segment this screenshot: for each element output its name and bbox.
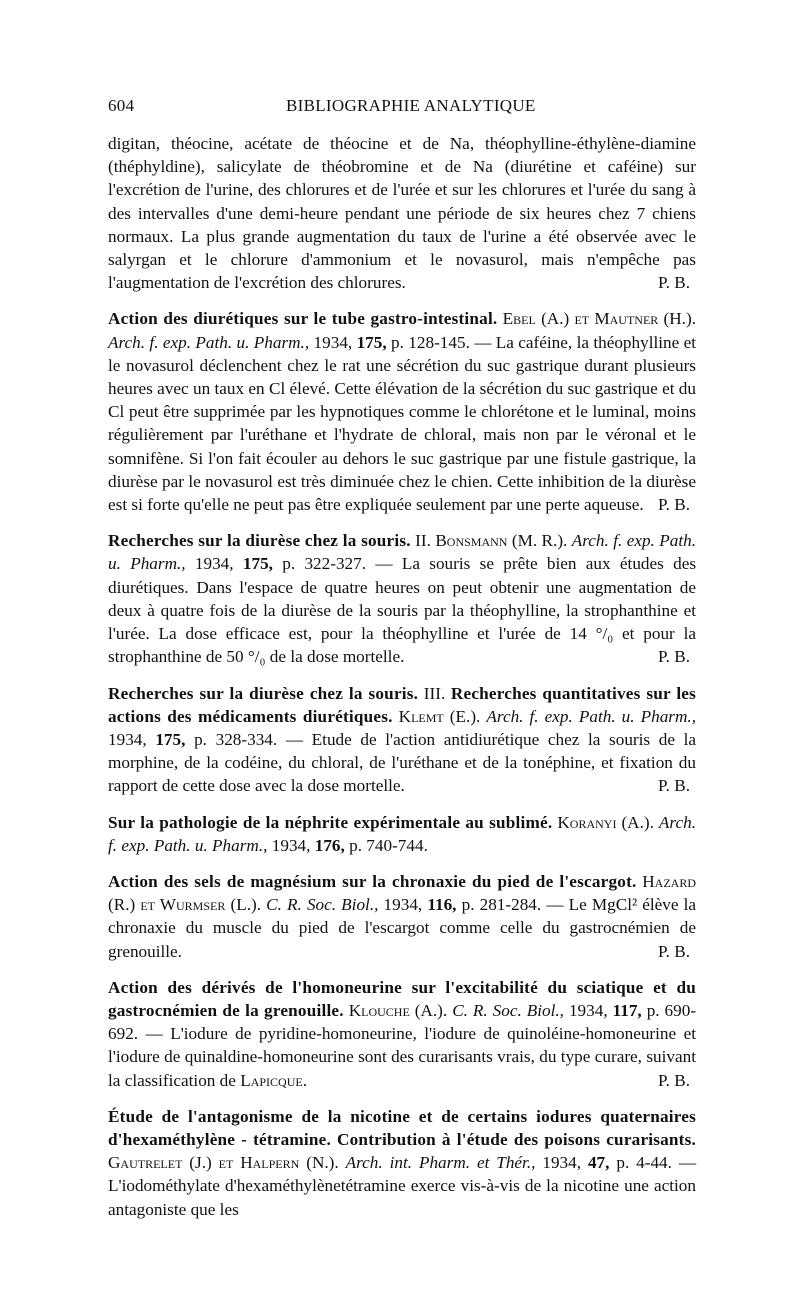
page-number: 604 [108, 96, 135, 115]
entry-title: Recherches sur la diurèse chez la souris. [108, 531, 411, 551]
entry-body: — Le MgCl² élève la chronaxie du muscle du pied de l'escargot comme celle du gastrocnémien de grenouille. [108, 895, 697, 961]
entry-journal: C. R. Soc. Biol., [266, 895, 379, 915]
entry-year: 1934, [108, 729, 147, 749]
entry-year: 1934, [313, 332, 353, 352]
entry-signature: P. B. [657, 647, 690, 667]
entry-title-rest: II. [415, 531, 431, 551]
entry-journal: Arch. f. exp. Path. u. Pharm., [108, 332, 310, 352]
entry-body: — La caféine, la théophylline et le novasurol déclenchent chez le rat une sécrétion du suc gastrique durant plusieurs heures avec un taux en Cl élevé. Cette élévation de la sécrétion du suc gastrique et du Cl peut être supprimée par les hypnotiques comme le chlorétone et le luminal, moins régulièrement par l'uréthane et l'hydrate de chloral, mais non par le véronal et le somnifène. Si l'on fait écouler au dehors le suc gastrique par une fistule gastrique, la diurèse par le novasurol est très diminuée chez le chien. Cette inhibition de la diurèse est si forte qu'elle ne peut pas être expliquée seulement par une perte aqueuse. [108, 332, 697, 515]
entry-pages: p. 128-145. [391, 332, 470, 352]
entry-magnesium-chronaxie [108, 870, 696, 963]
entry-signature: P. B. [657, 273, 690, 293]
entry-body-author: Lapicque. [240, 1070, 308, 1090]
bibliography-text [108, 132, 696, 1221]
entry-journal: Arch. f. exp. Path. u. Pharm., [108, 812, 696, 855]
entry-volume: 175, [155, 729, 186, 749]
entry-body: — L'iodométhylate d'hexaméthylènetétramine exerce vis-à-vis de la nicotine une action antagoniste que les [108, 1153, 697, 1219]
entry-volume: 175, [356, 332, 387, 352]
running-title: BIBLIOGRAPHIE ANALYTIQUE [286, 96, 536, 115]
entry-title: Action des sels de magnésium sur la chronaxie du pied de l'escargot. [108, 871, 637, 891]
entry-authors: Ebel (A.) et Mautner (H.). [502, 309, 696, 329]
entry-journal: Arch. f. exp. Path. u. Pharm., [486, 706, 696, 726]
entry-journal: Arch. int. Pharm. et Thér., [345, 1153, 536, 1173]
entry-year: 1934, [542, 1153, 582, 1173]
entry-signature: P. B. [657, 1070, 690, 1090]
entry-authors: Koranyi (A.). [557, 812, 654, 832]
entry-signature: P. B. [657, 776, 690, 796]
entry-title-rest: III. [423, 683, 446, 703]
entry-journal: Arch. f. exp. Path. u. Pharm., [108, 531, 697, 574]
entry-authors: Bonsmann (M. R.). [435, 531, 568, 551]
entry-pages: p. 322-327. [282, 554, 367, 574]
entry-volume: 47, [587, 1153, 610, 1173]
entry-volume: 117, [612, 1000, 642, 1020]
entry-body: — Etude de l'action antidiurétique chez la souris de la morphine, de la codéine, du chloral, de l'uréthane et de la tonéphine, et fixation du rapport de cette dose avec la dose mortelle. [108, 729, 697, 796]
entry-pages: p. 690-692. [108, 1000, 697, 1044]
entry-journal: C. R. Soc. Biol., [452, 1000, 564, 1020]
entry-signature: P. B. [657, 495, 690, 515]
entry-volume: 116, [427, 895, 457, 915]
entry-signature: P. B. [657, 941, 690, 961]
entry-nephrite-sublime [108, 811, 696, 857]
entry-diurese-souris-3 [108, 682, 696, 798]
entry-year: 1934, [194, 554, 234, 574]
entry-authors: Klemt (E.). [398, 706, 481, 726]
entry-nicotine-antagonisme [108, 1105, 696, 1221]
entry-homoneurine [108, 976, 696, 1092]
entry-title: Action des dérivés de l'homoneurine sur l'excitabilité du sciatique et du gastrocnémien de la grenouille. [108, 977, 696, 1020]
entry-title: Recherches sur la diurèse chez la souris. [108, 683, 419, 703]
entry-volume: 176, [314, 835, 345, 855]
entry-pages: p. 4-44. [616, 1153, 672, 1173]
entry-pages: p. 740-744. [349, 835, 428, 855]
entry-pages: p. 328-334. [194, 729, 278, 749]
entry-title-2: Recherches quantitatives sur les actions des médicaments diurétiques. [108, 683, 697, 726]
entry-pages: p. 281-284. [461, 895, 542, 915]
entry-body: digitan, théocine, acétate de théocine et de Na, théophylline-éthylène-diamine (théphyldine), salicylate de théobromine et de Na (diurétine et caféine) sur l'excrétion de l'urine, des chlorures et de l'urée et sur les chlorures et l'urée du sang à des intervalles d'une demi-heure pendant une période de six heures chez 7 chiens normaux. La plus grande augmentation du taux de l'urine a été observée avec le salyrgan et le chlorure d'ammonium et le novasurol, mais n'empêche pas l'augmentation de l'excrétion des chlorures. [108, 134, 696, 293]
entry-authors: Gautrelet (J.) et Halpern (N.). [108, 1153, 339, 1173]
entry-body: — La souris se prête bien aux études des diurétiques. Dans l'espace de quatre heures on peut obtenir une augmentation de deux à quatre fois de la diurèse de la souris par la théophylline, la strophanthine et l'urée. La dose efficace est, pour la théophylline et l'urée de 14 °/₀ et pour la strophanthine de 50 °/₀ de la dose mortelle. [108, 554, 697, 667]
entry-title: Action des diurétiques sur le tube gastro-intestinal. [108, 309, 498, 329]
entry-diurese-souris-2 [108, 529, 696, 668]
entry-title: Étude de l'antagonisme de la nicotine et de certains iodures quaternaires d'hexaméthylène - tétramine. Contribution à l'étude des poisons curarisants. [108, 1106, 696, 1150]
entry-continued [108, 132, 696, 294]
entry-year: 1934, [271, 835, 311, 855]
entry-diuretiques-tube-gastro [108, 307, 696, 516]
entry-year: 1934, [383, 895, 423, 915]
entry-title: Sur la pathologie de la néphrite expérimentale au sublimé. [108, 812, 553, 832]
running-head [108, 96, 696, 132]
entry-authors: Klouche (A.). [348, 1000, 448, 1020]
entry-year: 1934, [568, 1000, 608, 1020]
entry-body: — L'iodure de pyridine-homoneurine, l'iodure de quinoléine-homoneurine et l'iodure de quinaldine-homoneurine sont des curarisants vrais, du type curare, suivant la classification de [108, 1024, 697, 1090]
entry-volume: 175, [242, 554, 273, 574]
entry-authors: Hazard (R.) et Wurmser (L.). [108, 871, 697, 915]
